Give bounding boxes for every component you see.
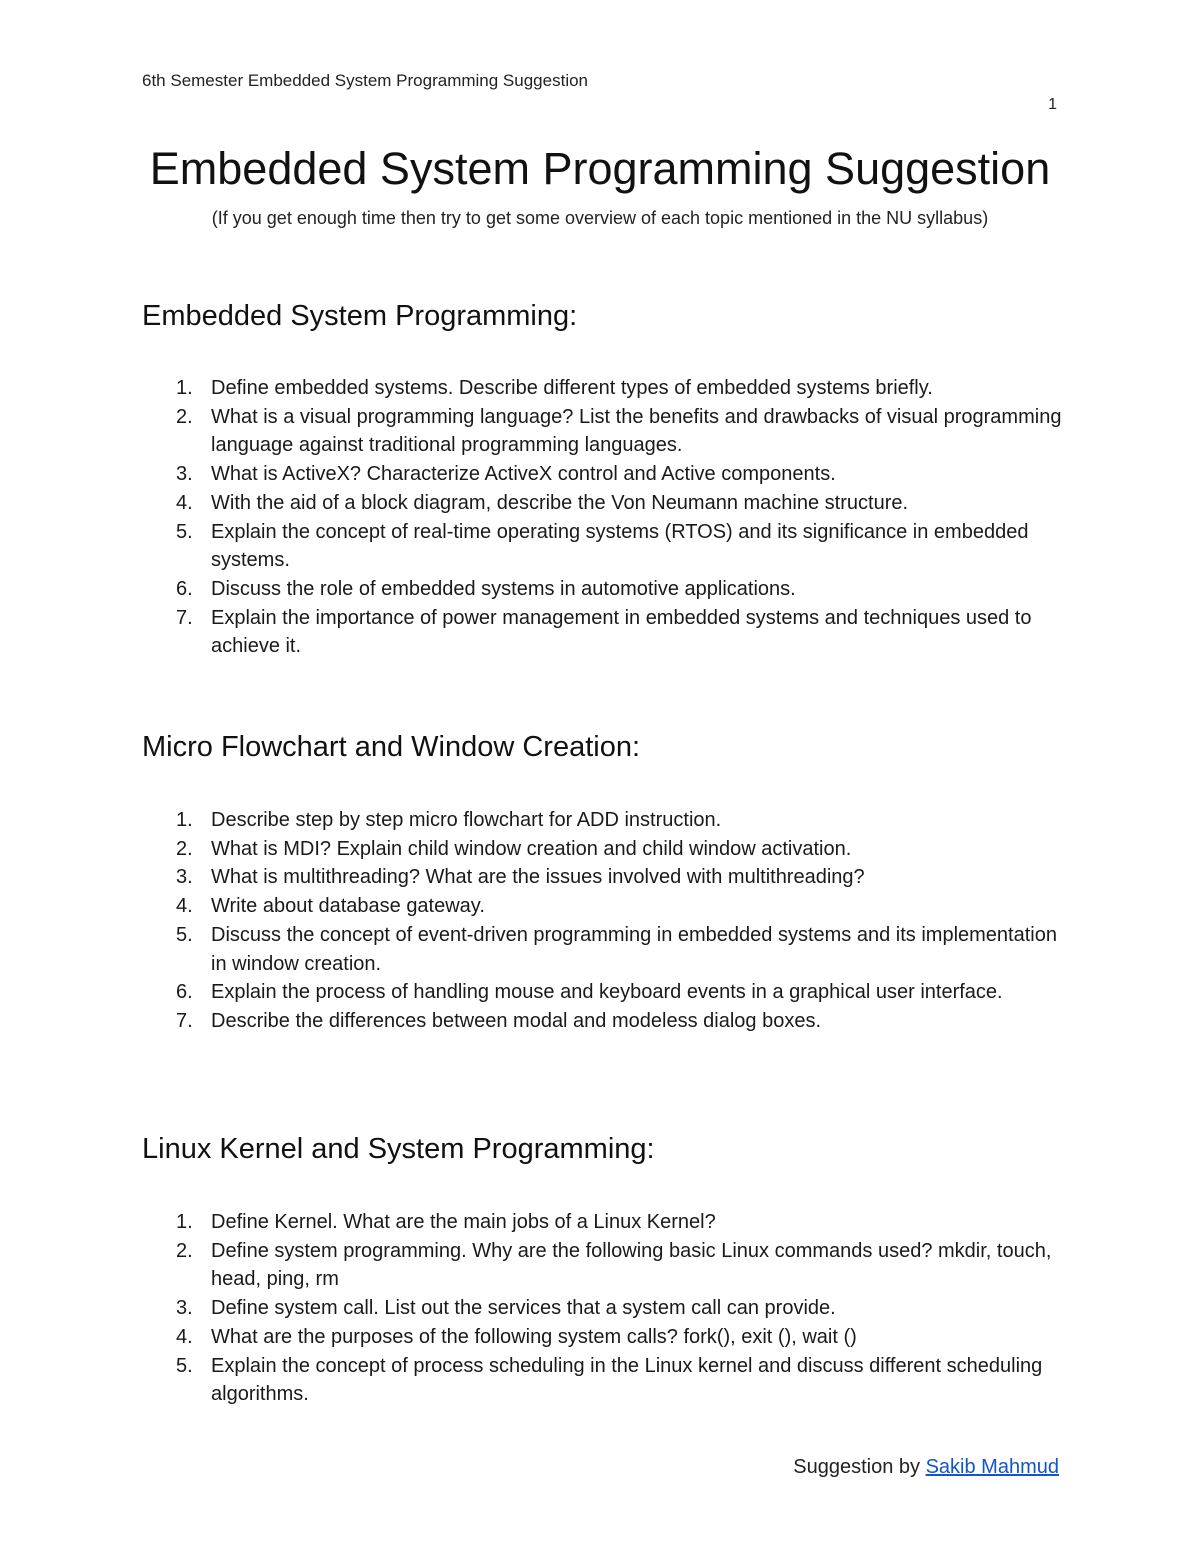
item-number: 3. — [176, 1297, 193, 1320]
item-text: Discuss the role of embedded systems in automotive applications. — [211, 577, 796, 600]
list-item — [142, 403, 1062, 460]
list-item — [142, 489, 1062, 518]
list-item — [142, 1237, 1062, 1294]
item-text: Define embedded systems. Describe different types of embedded systems briefly. — [211, 377, 933, 399]
item-text: What is a visual programming language? List the benefits and drawbacks of visual programming language against traditional programming languages. — [211, 405, 1062, 457]
item-text: What are the purposes of the following system calls? fork(), exit (), wait () — [211, 1325, 857, 1348]
footer-prefix: Suggestion by — [793, 1456, 921, 1478]
footer-credit — [793, 1454, 1059, 1480]
question-list — [142, 1208, 1062, 1409]
section-micro-flowchart-window-creation — [142, 729, 1062, 1036]
author-link[interactable]: Sakib Mahmud — [925, 1456, 1059, 1478]
item-number: 7. — [176, 1009, 193, 1032]
item-number: 2. — [176, 405, 193, 428]
question-list — [142, 374, 1062, 661]
section-linux-kernel-system-programming — [142, 1131, 1062, 1409]
list-item — [142, 575, 1062, 604]
item-number: 6. — [176, 577, 193, 600]
list-item — [142, 863, 1062, 892]
item-number: 7. — [176, 606, 193, 629]
item-number: 4. — [176, 491, 193, 514]
item-text: Describe step by step micro flowchart for ADD instruction. — [211, 809, 722, 831]
item-text: Define system call. List out the services that a system call can provide. — [211, 1297, 836, 1320]
item-text: Describe the differences between modal and modeless dialog boxes. — [211, 1009, 821, 1032]
item-number: 2. — [176, 837, 193, 860]
item-number: 4. — [176, 895, 193, 918]
list-item — [142, 1007, 1062, 1036]
item-text: What is MDI? Explain child window creation and child window activation. — [211, 837, 852, 860]
item-number: 4. — [176, 1325, 193, 1348]
question-list — [142, 806, 1062, 1036]
item-number: 5. — [176, 1354, 193, 1377]
item-number: 1. — [176, 1211, 193, 1233]
section-heading: Micro Flowchart and Window Creation: — [142, 731, 641, 763]
item-number: 6. — [176, 981, 193, 1004]
item-number: 1. — [176, 377, 193, 399]
running-header: 6th Semester Embedded System Programming Suggestion — [142, 71, 589, 90]
item-number: 5. — [176, 520, 193, 543]
item-text: Write about database gateway. — [211, 895, 485, 918]
item-number: 2. — [176, 1239, 193, 1262]
list-item — [142, 978, 1062, 1007]
list-item — [142, 604, 1062, 661]
item-text: Define Kernel. What are the main jobs of a Linux Kernel? — [211, 1211, 716, 1233]
item-text: Explain the concept of process scheduling in the Linux kernel and discuss different scheduling algorithms. — [211, 1354, 1043, 1406]
item-text: Define system programming. Why are the following basic Linux commands used? mkdir, touch, head, ping, rm — [211, 1239, 1052, 1291]
list-item — [142, 1323, 1062, 1352]
list-item — [142, 806, 1062, 835]
list-item — [142, 892, 1062, 921]
list-item — [142, 921, 1062, 978]
list-item — [142, 460, 1062, 489]
item-text: What is multithreading? What are the issues involved with multithreading? — [211, 866, 865, 889]
list-item — [142, 835, 1062, 864]
list-item — [142, 1294, 1062, 1323]
item-text: Discuss the concept of event-driven programming in embedded systems and its implementation in window creation. — [211, 923, 1057, 975]
page-number: 1 — [1048, 96, 1057, 113]
item-text: Explain the importance of power management in embedded systems and techniques used to achieve it. — [211, 606, 1032, 658]
item-text: What is ActiveX? Characterize ActiveX control and Active components. — [211, 463, 836, 486]
list-item — [142, 1208, 1062, 1237]
list-item — [142, 518, 1062, 575]
list-item — [142, 374, 1062, 403]
item-number: 1. — [176, 809, 193, 831]
item-number: 3. — [176, 866, 193, 889]
section-embedded-system-programming — [142, 298, 1062, 661]
item-number: 5. — [176, 923, 193, 946]
item-text: With the aid of a block diagram, describe the Von Neumann machine structure. — [211, 491, 909, 514]
item-text: Explain the process of handling mouse and keyboard events in a graphical user interface. — [211, 981, 1003, 1004]
item-text: Explain the concept of real-time operating systems (RTOS) and its significance in embedded systems. — [211, 520, 1029, 572]
section-heading: Embedded System Programming: — [142, 300, 578, 332]
list-item — [142, 1352, 1062, 1409]
section-heading: Linux Kernel and System Programming: — [142, 1133, 655, 1165]
item-number: 3. — [176, 463, 193, 486]
document-subtitle: (If you get enough time then try to get some overview of each topic mentioned in the NU syllabus) — [211, 208, 989, 228]
document-title: Embedded System Programming Suggestion — [149, 143, 1051, 194]
